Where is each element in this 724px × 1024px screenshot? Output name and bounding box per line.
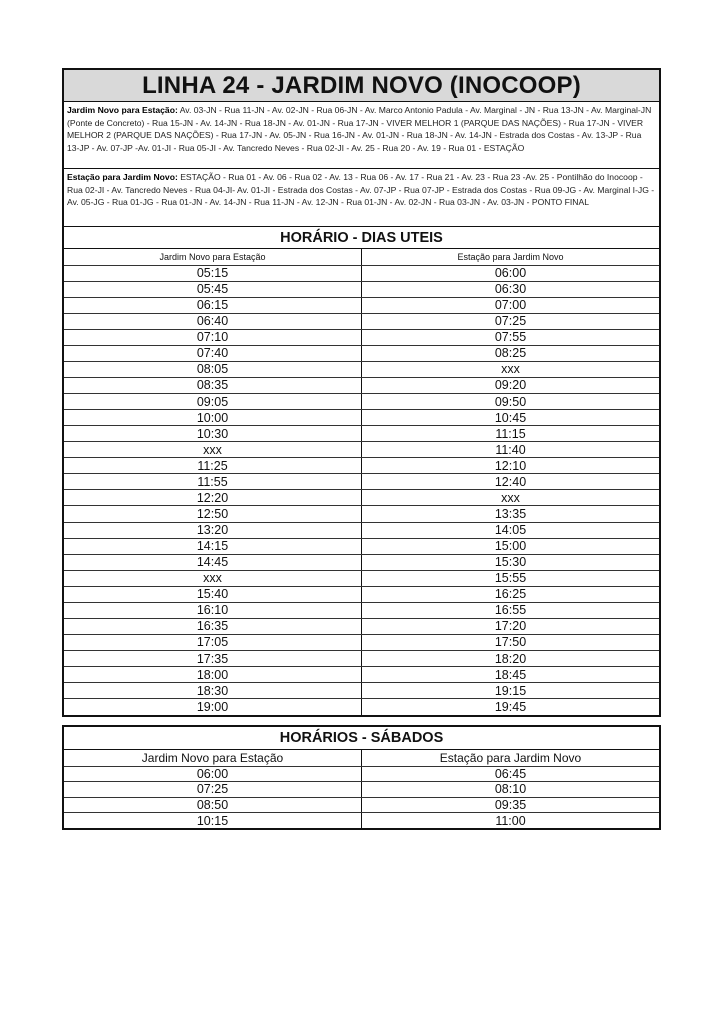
- departure-time-inbound: 15:55: [362, 570, 660, 586]
- table-row: [64, 782, 659, 798]
- departure-time-outbound: 11:25: [64, 458, 362, 474]
- departure-time-inbound: 09:50: [362, 394, 660, 410]
- table-row: [64, 442, 659, 458]
- departure-time-inbound: 07:55: [362, 329, 660, 345]
- departure-time-outbound: 19:00: [64, 699, 362, 715]
- table-row: [64, 699, 659, 715]
- table-row: [64, 345, 659, 361]
- page-title: LINHA 24 - JARDIM NOVO (INOCOOP): [64, 70, 659, 102]
- departure-time-outbound: 07:10: [64, 329, 362, 345]
- departure-time-outbound: 11:55: [64, 474, 362, 490]
- departure-time-outbound: 08:35: [64, 377, 362, 393]
- departure-time-outbound: 12:50: [64, 506, 362, 522]
- departure-time-inbound: 19:15: [362, 683, 660, 699]
- column-header: Estação para Jardim Novo: [362, 750, 660, 766]
- departure-time-inbound: 06:45: [362, 766, 660, 782]
- departure-time-inbound: 17:50: [362, 634, 660, 650]
- departure-time-inbound: 12:10: [362, 458, 660, 474]
- table-row: [64, 377, 659, 393]
- route-text: ESTAÇÃO - Rua 01 - Av. 06 - Rua 02 - Av. 13 - Rua 06 - Av. 17 - Rua 21 - Av. 23 - Rua 23 -Av. 25 - Pontilhão do Inocoop - Rua 02-JI - Av. Tancredo Neves - Rua 04-JI- Av. 01-JI - Estrada dos Costas - Av. 07-JP - Rua 07-JP - Estrada dos Costas - Rua 09-JG - Av. Marginal I-JG - Av. 05-JG - Rua 01-JG - Rua 01-JN - Av. 14-JN - Rua 11-JN - Av. 12-JN - Rua 01-JN - Av. 02-JN - Rua 03-JN - Av. 03-JN - PONTO FINAL: [67, 172, 655, 208]
- table-row: [64, 265, 659, 281]
- column-header: Jardim Novo para Estação: [64, 750, 362, 766]
- weekday-schedule-table: [64, 249, 659, 715]
- table-row: [64, 361, 659, 377]
- departure-time-outbound: 16:35: [64, 618, 362, 634]
- table-row: [64, 426, 659, 442]
- departure-time-outbound: 14:15: [64, 538, 362, 554]
- saturday-schedule-heading: HORÁRIOS - SÁBADOS: [64, 727, 659, 750]
- departure-time-inbound: 07:25: [362, 313, 660, 329]
- table-row: [64, 474, 659, 490]
- departure-time-inbound: 09:20: [362, 377, 660, 393]
- table-row: [64, 329, 659, 345]
- departure-time-inbound: 06:30: [362, 281, 660, 297]
- table-row: [64, 522, 659, 538]
- weekday-schedule-heading: HORÁRIO - DIAS UTEIS: [64, 227, 659, 249]
- departure-time-outbound: 08:50: [64, 797, 362, 813]
- departure-time-inbound: 10:45: [362, 410, 660, 426]
- table-row: [64, 797, 659, 813]
- table-row: [64, 281, 659, 297]
- departure-time-outbound: 17:05: [64, 634, 362, 650]
- departure-time-inbound: 19:45: [494, 699, 527, 714]
- departure-time-outbound: 10:00: [64, 410, 362, 426]
- departure-time-inbound: 13:35: [362, 506, 660, 522]
- departure-time-outbound: 17:35: [64, 651, 362, 667]
- departure-time-outbound: 10:30: [64, 426, 362, 442]
- table-row: [64, 766, 659, 782]
- table-row: [64, 683, 659, 699]
- departure-time-inbound: 18:20: [362, 651, 660, 667]
- table-row: [64, 634, 659, 650]
- route-sheet: [62, 68, 661, 717]
- column-header: Estação para Jardim Novo: [362, 249, 660, 265]
- departure-time-outbound: 14:45: [64, 554, 362, 570]
- departure-time-inbound: 16:55: [362, 602, 660, 618]
- weekday-schedule-body: [64, 265, 659, 715]
- departure-time-outbound: 18:00: [64, 667, 362, 683]
- saturday-sheet: [62, 725, 661, 830]
- departure-time-inbound: 11:15: [362, 426, 660, 442]
- table-row: [64, 667, 659, 683]
- departure-time-outbound: 08:05: [64, 361, 362, 377]
- table-row: [64, 602, 659, 618]
- departure-time-outbound: 10:15: [64, 813, 362, 829]
- departure-time-outbound: 07:25: [64, 782, 362, 798]
- table-row: [64, 490, 659, 506]
- departure-time-outbound: 12:20: [64, 490, 362, 506]
- departure-time-outbound: 07:40: [64, 345, 362, 361]
- departure-time-inbound: 09:35: [362, 797, 660, 813]
- departure-time-inbound: 18:45: [362, 667, 660, 683]
- table-row: [64, 570, 659, 586]
- table-row: [64, 410, 659, 426]
- departure-time-outbound: 06:15: [64, 297, 362, 313]
- table-row: [64, 538, 659, 554]
- departure-time-outbound: 05:45: [64, 281, 362, 297]
- table-row: [64, 394, 659, 410]
- departure-time-inbound: 15:00: [362, 538, 660, 554]
- departure-time-inbound: 08:10: [362, 782, 660, 798]
- departure-time-outbound: 13:20: [64, 522, 362, 538]
- departure-time-inbound: 06:00: [362, 265, 660, 281]
- departure-time-inbound: 17:20: [362, 618, 660, 634]
- departure-time-inbound: 16:25: [362, 586, 660, 602]
- departure-time-outbound: 05:15: [64, 265, 362, 281]
- route-label: Jardim Novo para Estação:: [67, 105, 178, 115]
- departure-time-outbound: xxx: [64, 442, 362, 458]
- departure-time-inbound: xxx: [362, 361, 660, 377]
- table-row: [64, 458, 659, 474]
- route-text: Av. 03-JN - Rua 11-JN - Av. 02-JN - Rua 06-JN - Av. Marco Antonio Padula - Av. Marginal - JN - Rua 13-JN - Av. Marginal-JN (Ponte de Concreto) - Rua 15-JN - Av. 14-JN - Rua 18-JN - Av. 01-JN - Rua 17-JN - VIVER MELHOR 1 (PARQUE DAS NAÇÕES) - Rua 17-JN - VIVER MELHOR 2 (PARQUE DAS NAÇÕES) - Rua 17-JN - Av. 05-JN - Rua 16-JN - Av. 01-JN - Rua 18-JN - Av. 14-JN - Estrada dos Costas - Av. 13-JP - Rua 13-JP - Av. 07-JP -Av. 01-JI - Rua 05-JI - Av. Tancredo Neves - Rua 02-JI - Av. 25 - Rua 20 - Av. 19 - Rua 01 - ESTAÇÃO: [67, 105, 652, 153]
- table-row: [64, 313, 659, 329]
- departure-time-inbound: 15:30: [362, 554, 660, 570]
- departure-time-inbound: 12:40: [362, 474, 660, 490]
- table-row: [64, 813, 659, 829]
- route-description-outbound: [64, 102, 659, 169]
- table-row: [64, 586, 659, 602]
- departure-time-outbound: 16:10: [64, 602, 362, 618]
- departure-time-inbound: 08:25: [362, 345, 660, 361]
- departure-time-outbound: 18:30: [64, 683, 362, 699]
- column-header: Jardim Novo para Estação: [64, 249, 362, 265]
- departure-time-outbound: xxx: [64, 570, 362, 586]
- table-row: [64, 651, 659, 667]
- departure-time-outbound: 09:05: [64, 394, 362, 410]
- departure-time-inbound: 14:05: [362, 522, 660, 538]
- saturday-schedule-table: [64, 750, 659, 828]
- departure-time-outbound: 15:40: [64, 586, 362, 602]
- route-label: Estação para Jardim Novo:: [67, 172, 178, 182]
- departure-time-outbound: 06:00: [64, 766, 362, 782]
- departure-time-outbound: 06:40: [64, 313, 362, 329]
- table-row: [64, 618, 659, 634]
- departure-time-inbound: xxx: [362, 490, 660, 506]
- table-header-row: [64, 249, 659, 265]
- departure-time-inbound: 11:40: [362, 442, 660, 458]
- departure-time-inbound: 11:00: [495, 813, 526, 828]
- table-header-row: [64, 750, 659, 766]
- table-row: [64, 297, 659, 313]
- departure-time-inbound: 07:00: [362, 297, 660, 313]
- table-row: [64, 506, 659, 522]
- table-row: [64, 554, 659, 570]
- route-description-inbound: [64, 169, 659, 227]
- saturday-schedule-body: [64, 766, 659, 828]
